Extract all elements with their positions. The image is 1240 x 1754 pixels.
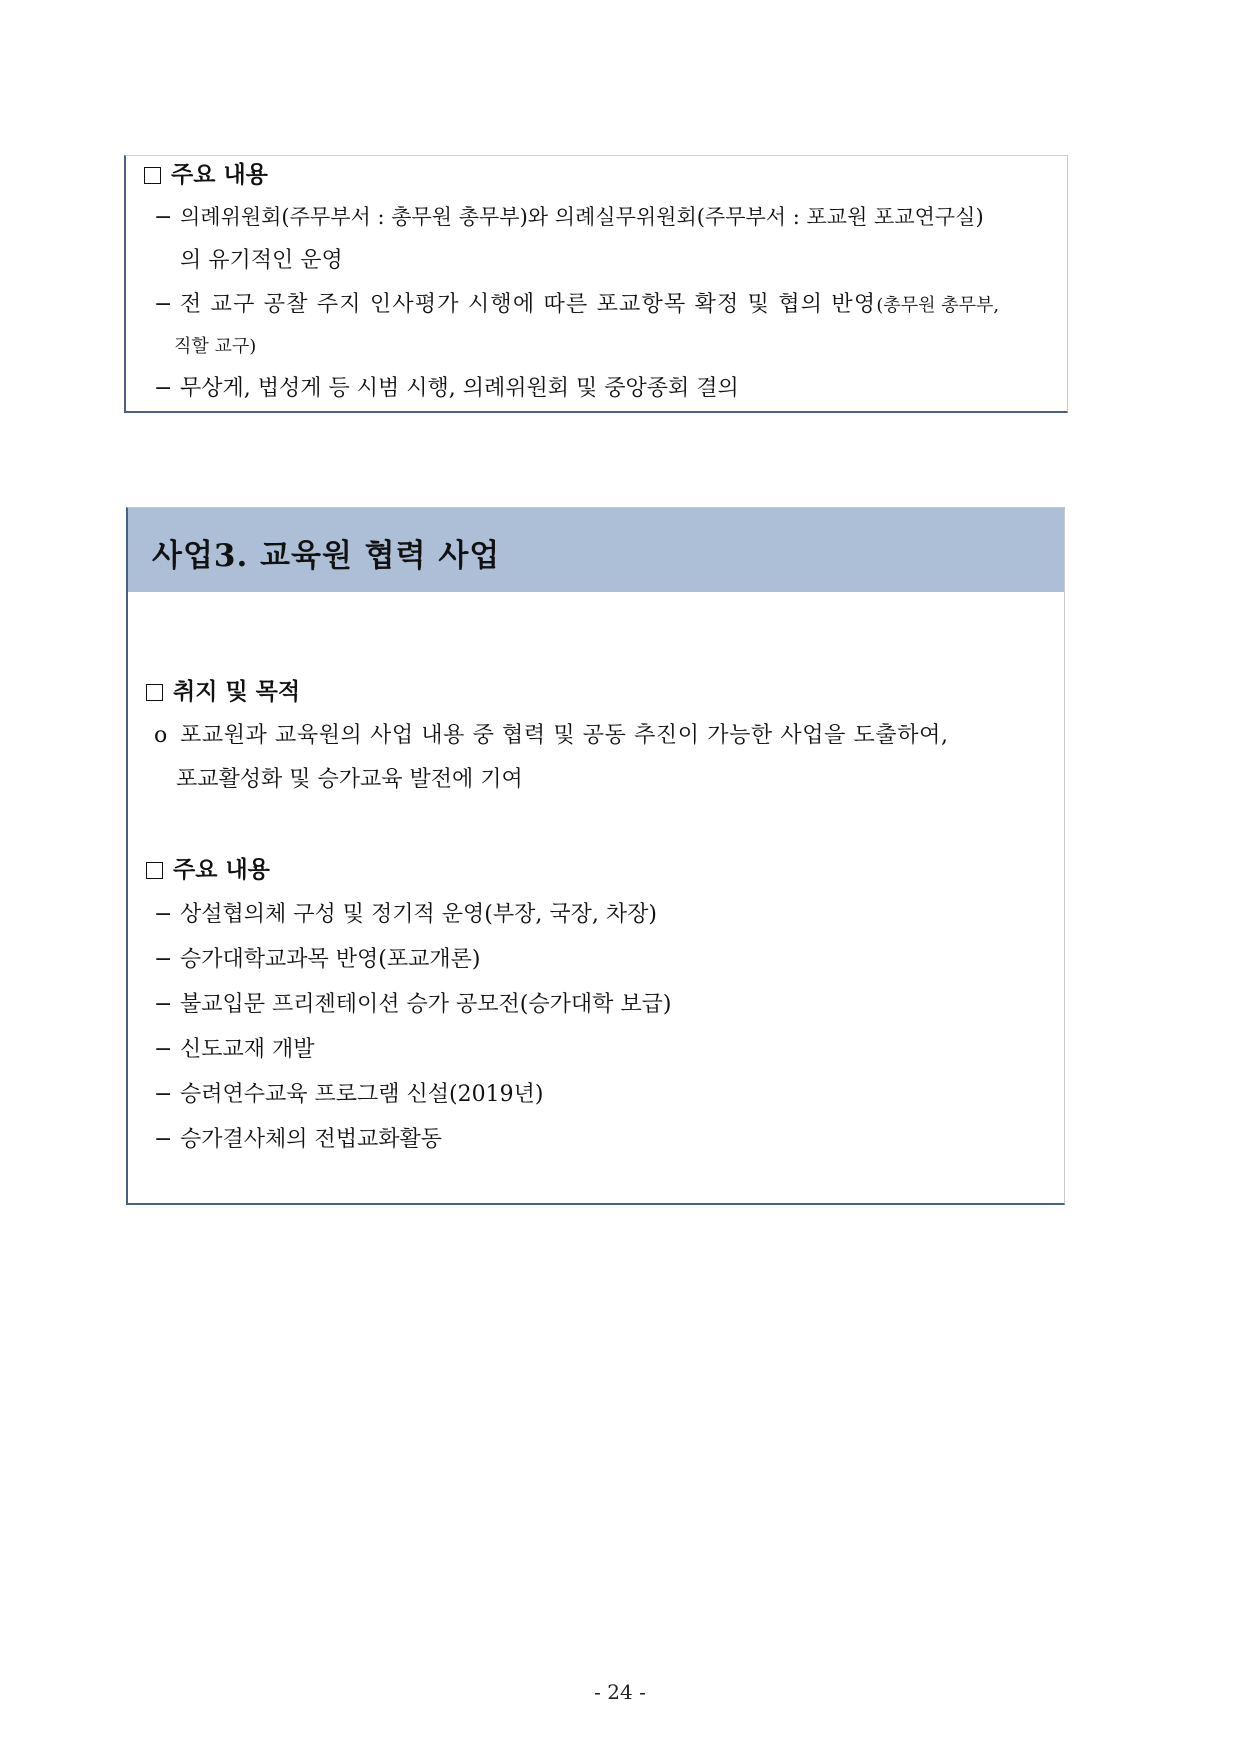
purpose-continuation: 포교활성화 및 승가교육 발전에 기여 [176, 767, 523, 792]
project-box [126, 507, 1065, 1205]
list-item-text: 승가결사체의 전법교화활동 [180, 1127, 443, 1152]
purpose-item [154, 721, 949, 751]
list-item: − 승가결사체의 전법교화활동 [154, 1127, 443, 1152]
purpose-heading [146, 677, 300, 707]
list-item-text: 불교입문 프리젠테이션 승가 공모전(승가대학 보급) [180, 992, 672, 1017]
list-item: − 무상게, 법성게 등 시범 시행, 의례위원회 및 중앙종회 결의 [154, 376, 739, 401]
list-item-text: 무상게, 법성게 등 시범 시행, 의례위원회 및 중앙종회 결의 [180, 376, 739, 401]
list-item: − 신도교재 개발 [154, 1037, 315, 1062]
project-title: 사업3. 교육원 협력 사업 [152, 538, 501, 574]
list-item-note: (총무원 총무부, [876, 295, 1000, 316]
list-item: − 전 교구 공찰 주지 인사평가 시행에 따른 포교항목 확정 및 협의 반영(총무원 총무부, [154, 292, 1000, 317]
list-item: − 의례위원회(주무부서 : 총무원 총무부)와 의례실무위원회(주무부서 : 포교원 포교연구실) [154, 205, 984, 230]
list-item: − 상설협의체 구성 및 정기적 운영(부장, 국장, 차장) [154, 902, 657, 927]
list-item: − 승가대학교과목 반영(포교개론) [154, 947, 481, 972]
checkbox-square-icon [146, 862, 163, 879]
content-heading [146, 855, 270, 885]
list-item-text: 승가대학교과목 반영(포교개론) [180, 947, 481, 972]
list-item-text: 승려연수교육 프로그램 신설(2019년) [180, 1082, 544, 1107]
list-item-text: 전 교구 공찰 주지 인사평가 시행에 따른 포교항목 확정 및 협의 반영 [180, 292, 877, 317]
checkbox-square-icon [144, 167, 161, 184]
purpose-heading-text: 취지 및 목적 [173, 678, 301, 705]
list-item-text: 상설협의체 구성 및 정기적 운영(부장, 국장, 차장) [180, 902, 657, 927]
list-item-continuation: 직할 교구) [174, 336, 257, 357]
section-heading [144, 160, 268, 190]
bullet-marker: o [154, 723, 168, 748]
list-item-continuation: 의 유기적인 운영 [180, 248, 343, 273]
page-number: - 24 - [594, 1680, 646, 1704]
list-item-text: 의례위원회(주무부서 : 총무원 총무부)와 의례실무위원회(주무부서 : 포교원 포교연구실) [180, 205, 984, 229]
content-box-main-items [124, 155, 1068, 413]
project-title-banner [128, 508, 1064, 592]
purpose-text: 포교원과 교육원의 사업 내용 중 협력 및 공동 추진이 가능한 사업을 도출하여, [180, 723, 949, 748]
content-heading-text: 주요 내용 [173, 856, 270, 883]
checkbox-square-icon [146, 684, 163, 701]
list-item: − 승려연수교육 프로그램 신설(2019년) [154, 1082, 544, 1107]
section-heading-text: 주요 내용 [171, 161, 268, 188]
list-item: − 불교입문 프리젠테이션 승가 공모전(승가대학 보급) [154, 992, 672, 1017]
list-item-text: 신도교재 개발 [180, 1037, 315, 1062]
